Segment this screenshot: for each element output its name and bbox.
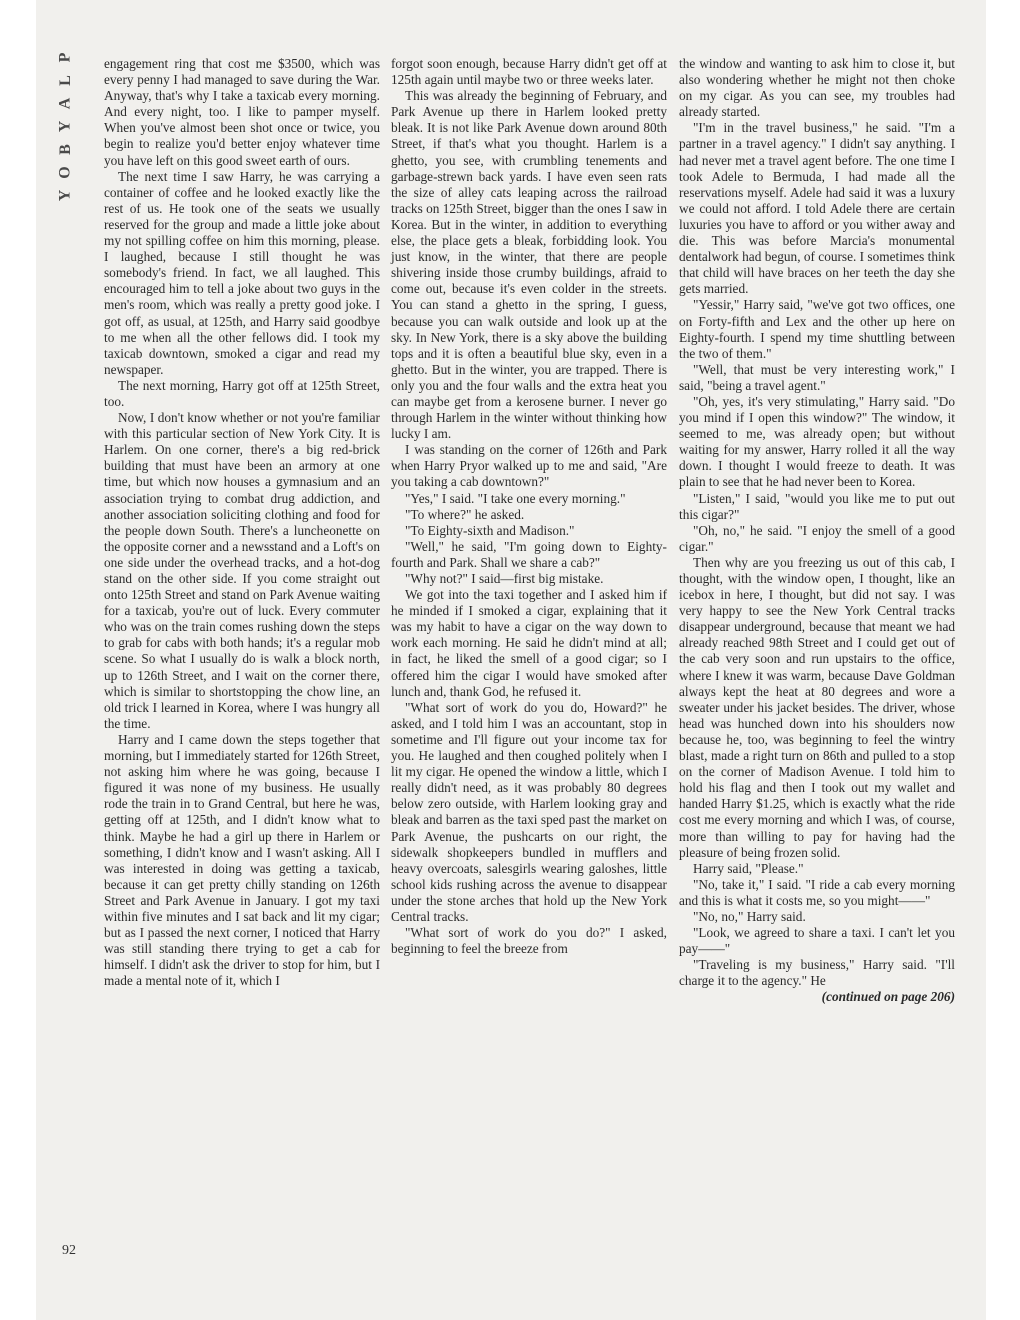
paragraph: The next time I saw Harry, he was carrying a container of coffee and he looked exactly like the rest of us. He took one of the seats we usually reserved for the group and made a little joke about my not spilling coffee on him this morning, please. I laughed, because I still thought he was somebody's friend. In fact, we all laughed. This encouraged him to tell a joke about two guys in the men's room, which was really a pretty good joke. I got off, as usual, at 125th, and Harry said goodbye to me when all the other fellows did. I took my taxicab downtown, smoked a cigar and read my newspaper. xyxy=(104,168,380,377)
paragraph: "I'm in the travel business," he said. "I'm a partner in a travel agency." I didn't say anything. I had never met a travel agent before. The one time I took Adele to Bermuda, I had made all the reservations myself. Adele had said it was a luxury we could not afford. I told Adele there are certain luxuries you have to afford or you wither away and die. This was before Marcia's monumental dentalwork had begun, of course. I sometimes think that child will have braces on her teeth the day she gets married. xyxy=(679,120,955,297)
paragraph: We got into the taxi together and I asked him if he minded if I smoked a cigar, explaining that it was my habit to have a cigar on the way down to work each morning. He said he didn't mind at all; in fact, he liked the smell of a good cigar; so I offered him the cigar I would have smoked after lunch and, thank God, he refused it. xyxy=(391,587,667,699)
masthead-letter: Y xyxy=(56,189,74,202)
paragraph: "Yessir," Harry said, "we've got two offices, one on Forty-fifth and Lex and the other up here on Eighty-fourth. I spend my time shuttling between the two of them." xyxy=(679,297,955,361)
masthead-letter: O xyxy=(56,166,74,179)
text-column-2 xyxy=(391,56,667,957)
masthead-vertical xyxy=(54,46,76,207)
paragraph: "To where?" he asked. xyxy=(405,506,525,522)
paragraph: Harry and I came down the steps together that morning, but I immediately started for 126th Street, not asking him where he was going, because I figured it was none of my business. He usually rode the train in to Grand Central, but here he was, getting off at 125th, and I didn't know what to think. Maybe he had a girl up there in Harlem or something, I didn't know and I wasn't asking. All I was interested in doing was getting a taxicab, because it can get pretty chilly standing on 126th Street and Park Avenue in January. I got my taxi within five minutes and I sat back and lit my cigar; but as I passed the next corner, I noticed that Harry was still standing there trying to get a cab for himself. I didn't ask the driver to stop for him, but I made a mental note of it, which I xyxy=(104,731,380,989)
paragraph: "What sort of work do you do, Howard?" he asked, and I told him I was an accountant, stop in sometime and I'll figure out your income tax for you. He laughed and then coughed politely when I lit my cigar. He opened the window a little, which I really didn't need, as it was probably 80 degrees below zero outside, with Harlem looking gray and bleak and barren as the taxi sped past the market on Park Avenue, the pushcarts on our right, the sidewalk shopkeepers bundled in mufflers and heavy overcoats, salesgirls wearing galoshes, little school kids rushing across the avenue to disappear under the stone arches that hold up the New York Central tracks. xyxy=(391,699,667,924)
paragraph: forgot soon enough, because Harry didn't get off at 125th again until maybe two or three weeks later. xyxy=(391,56,667,88)
paragraph: "What sort of work do you do?" I asked, beginning to feel the breeze from xyxy=(391,925,667,957)
paragraph: This was already the beginning of February, and Park Avenue up there in Harlem looked pretty bleak. It is not like Park Avenue down around 80th Street, if that's what you thought. Harlem is a ghetto, you see, with crumbling tenements and garbage-strewn back yards. I have even seen rats the size of alley cats leaping across the railroad tracks on 125th Street, bigger than the ones I saw in Korea. But in the winter, in addition to everything else, the place gets a bleak, forbidding look. You just know, in the winter, that there are people shivering inside those crumby buildings, afraid to come out, because it's even colder in the streets. You can stand a ghetto in the spring, I guess, because you can walk outside and look up at the sky. In New York, there is a sky above the building tops and it is often a beautiful blue sky, even in a ghetto. But in the winter, you are trapped. There is only you and the four walls and the extra heat you can maybe get from a kerosene burner. I never go through Harlem in the winter without thinking how lucky I am. xyxy=(391,88,667,442)
paragraph: "Traveling is my business," Harry said. "I'll charge it to the agency." He xyxy=(679,957,955,989)
masthead-letter: B xyxy=(56,144,74,155)
paragraph: I was standing on the corner of 126th and Park when Harry Pryor walked up to me and said, "Are you taking a cab downtown?" xyxy=(391,442,667,490)
masthead-letter: Y xyxy=(56,120,74,133)
paragraph: "Well," he said, "I'm going down to Eighty-fourth and Park. Shall we share a cab?" xyxy=(391,538,667,570)
masthead-letter: L xyxy=(56,75,74,86)
paragraph: "No, no," Harry said. xyxy=(693,908,806,924)
masthead-letter: A xyxy=(56,97,74,110)
paragraph: Then why are you freezing us out of this cab, I thought, with the window open, I thought, like an icebox in here, I thought, but did not say. I was very happy to see the New York Central tracks disappear underground, because that meant we had already reached 98th Street and I could get out of the cab very soon and run upstairs to the office, where I knew it was warm, because Dave Goldman always kept the heat at 80 degrees and wore a sweater under his jacket besides. The driver, whose head was hunched down into his shoulders now because he, too, was beginning to feel the wintry blast, made a right turn on 86th and pulled to a stop on the corner of Madison Avenue. I told him to hold his flag and then I took out my wallet and handed Harry $1.25, which is exactly what the ride cost me every morning and which I was, of course, more than willing to pay for having had the pleasure of being frozen solid. xyxy=(679,554,955,860)
paragraph: "No, take it," I said. "I ride a cab every morning and this is what it costs me, so you might——" xyxy=(679,876,955,908)
paragraph: "Oh, yes, it's very stimulating," Harry said. "Do you mind if I open this window?" The window, it seemed to me, was already open; but without waiting for my answer, Harry rolled it all the way down. I thought I would freeze to death. It was plain to see that he had never been to Korea. xyxy=(679,393,955,490)
paragraph: "To Eighty-sixth and Madison." xyxy=(405,522,575,538)
paragraph: "Oh, no," he said. "I enjoy the smell of a good cigar." xyxy=(679,522,955,554)
paragraph: "Look, we agreed to share a taxi. I can't let you pay——" xyxy=(679,925,955,957)
paragraph: "Why not?" I said—first big mistake. xyxy=(405,571,604,586)
masthead-letter: P xyxy=(56,52,74,63)
page-number: 92 xyxy=(62,1243,76,1258)
text-column-3 xyxy=(679,56,955,1006)
text-column-1 xyxy=(104,56,380,989)
continued-note: (continued on page 206) xyxy=(821,989,955,1005)
paragraph: "Well, that must be very interesting work," I said, "being a travel agent." xyxy=(679,361,955,393)
paragraph: Harry said, "Please." xyxy=(693,860,804,876)
paragraph: "Listen," I said, "would you like me to put out this cigar?" xyxy=(679,490,955,522)
paragraph: The next morning, Harry got off at 125th Street, too. xyxy=(104,377,380,409)
paragraph: "Yes," I said. "I take one every morning." xyxy=(405,490,626,506)
paragraph: the window and wanting to ask him to close it, but also wondering whether he might not then choke on my cigar. As you can see, my troubles had already started. xyxy=(679,56,955,120)
paragraph: Now, I don't know whether or not you're familiar with this particular section of New York City. It is Harlem. On one corner, there's a big red-brick building that must have been an armory at one time, but which now houses a gymnasium and an association trying to combat drug addiction, and another association soliciting clothing and food for the people down South. There's a luncheonette on the opposite corner and a newsstand and a Loft's on one side under the overhead tracks, and a hot-dog stand on the other side. If you come straight out onto 125th Street and stand on Park Avenue waiting for a taxicab, you're out of luck. Every commuter who was on the train comes rushing down the steps to grab for cabs with both hands; it's a regular mob scene. So what I usually do is walk a block north, up to 126th Street, and I wait on the corner there, which is similar to shortstopping the chow line, an old trick I learned in Korea, where I was hungry all the time. xyxy=(104,410,380,731)
paragraph: engagement ring that cost me $3500, which was every penny I had managed to save during the War. Anyway, that's why I take a taxicab every morning. And every night, too. I like to pamper myself. When you've almost been shot once or twice, you begin to realize you'd better enjoy whatever time you have left on this good sweet earth of ours. xyxy=(104,56,380,168)
